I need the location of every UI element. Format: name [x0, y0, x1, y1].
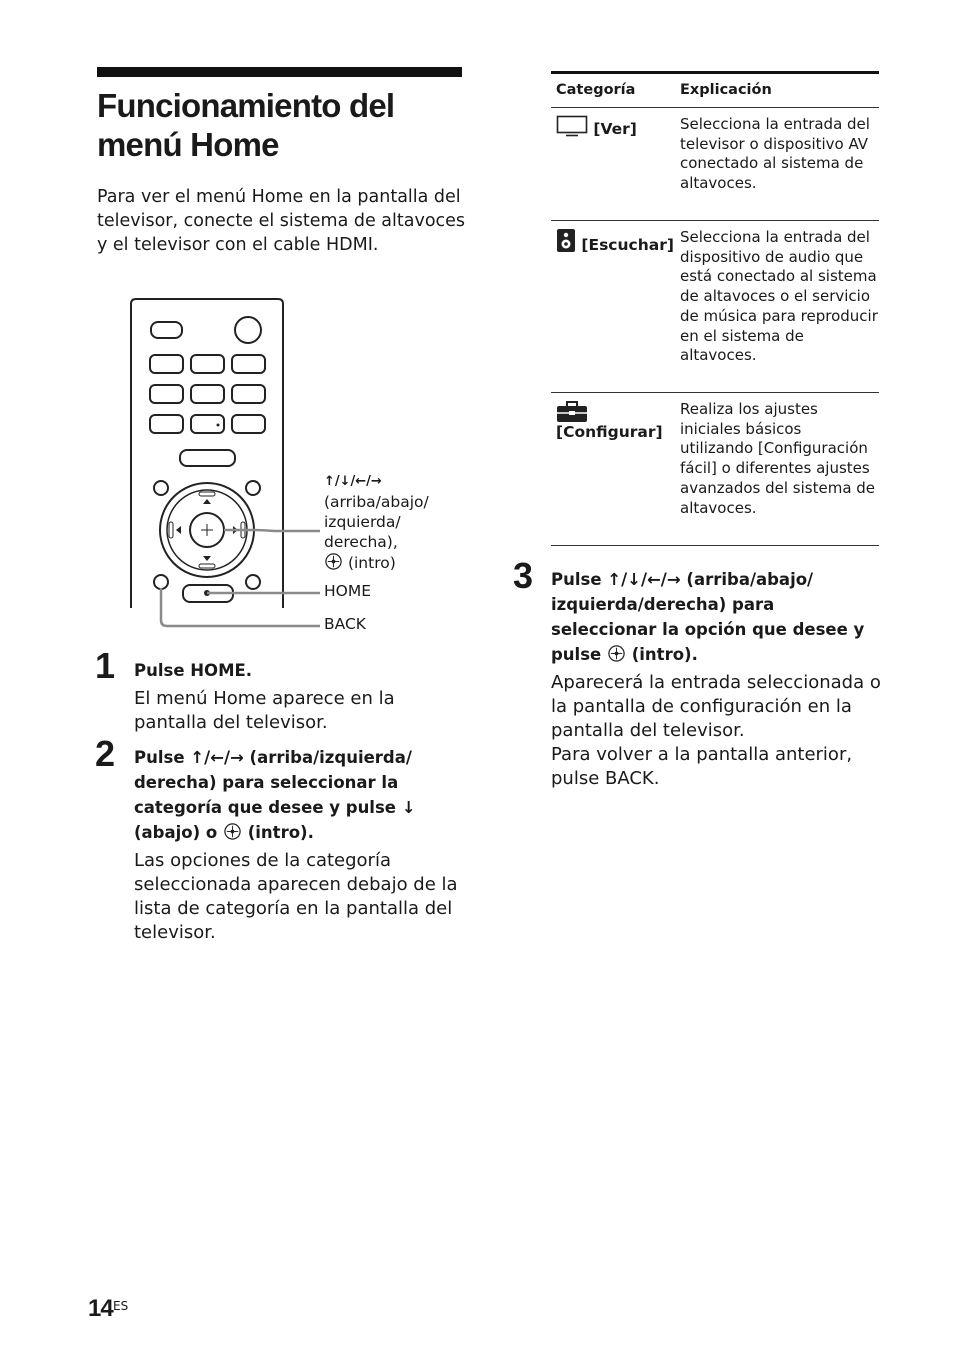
step-1-body: El menú Home aparece en la pantalla del televisor.	[134, 688, 395, 733]
step-3-heading: Pulse ↑/↓/←/→ (arriba/abajo/ izquierda/derecha) para seleccionar la opción que desee y pulse (intro).	[551, 570, 865, 664]
step-2-number: 2	[95, 733, 116, 774]
header-category: Categoría	[556, 82, 636, 98]
step-3-number: 3	[513, 555, 534, 596]
intro-paragraph: Para ver el menú Home en la pantalla del televisor, conecte el sistema de altavoces y el televisor con el cable HDMI.	[97, 187, 466, 255]
page-language: ES	[113, 1299, 129, 1313]
remote-control-illustration	[125, 295, 325, 635]
tv-icon	[556, 115, 588, 137]
category-table	[551, 71, 879, 546]
title-rule	[97, 67, 462, 77]
step-1-heading: Pulse HOME.	[134, 661, 253, 680]
enter-icon	[324, 552, 343, 571]
step-3-body: Aparecerá la entrada seleccionada o la pantalla de configuración en la pantalla del televisor. Para volver a la pantalla anterior, pulse BACK.	[551, 672, 881, 789]
header-explanation: Explicación	[680, 82, 772, 98]
home-callout: HOME	[324, 582, 372, 600]
table-header	[551, 74, 879, 108]
enter-icon	[223, 822, 242, 841]
step-2-body: Las opciones de la categoría seleccionada aparecen debajo de la lista de categoría en la pantalla del televisor.	[134, 850, 458, 943]
table-row: [Escuchar] Selecciona la entrada del dispositivo de audio que está conectado al sistema de altavoces o el servicio de música para reproducir en el sistema de altavoces.	[551, 221, 879, 393]
table-row: [Ver] Selecciona la entrada del televisor o dispositivo AV conectado al sistema de altavoces.	[551, 108, 879, 221]
speaker-icon	[556, 228, 576, 253]
arrows-callout: ↑/↓/←/→ (arriba/abajo/ izquierda/ derecha), (intro)	[324, 474, 429, 572]
table-row: [Configurar] Realiza los ajustes iniciales básicos utilizando [Configuración fácil] o diferentes ajustes avanzados del sistema de altavoces.	[551, 393, 879, 546]
page-title: Funcionamiento del menú Home	[97, 87, 395, 163]
step-1-number: 1	[95, 645, 116, 686]
step-2-heading: Pulse ↑/←/→ (arriba/izquierda/ derecha) para seleccionar la categoría que desee y pulse ↓ (abajo) o (intro).	[134, 748, 416, 842]
page-number: 14	[88, 1295, 113, 1322]
toolbox-icon	[556, 401, 588, 423]
back-callout: BACK	[324, 615, 366, 633]
enter-icon	[607, 644, 626, 663]
